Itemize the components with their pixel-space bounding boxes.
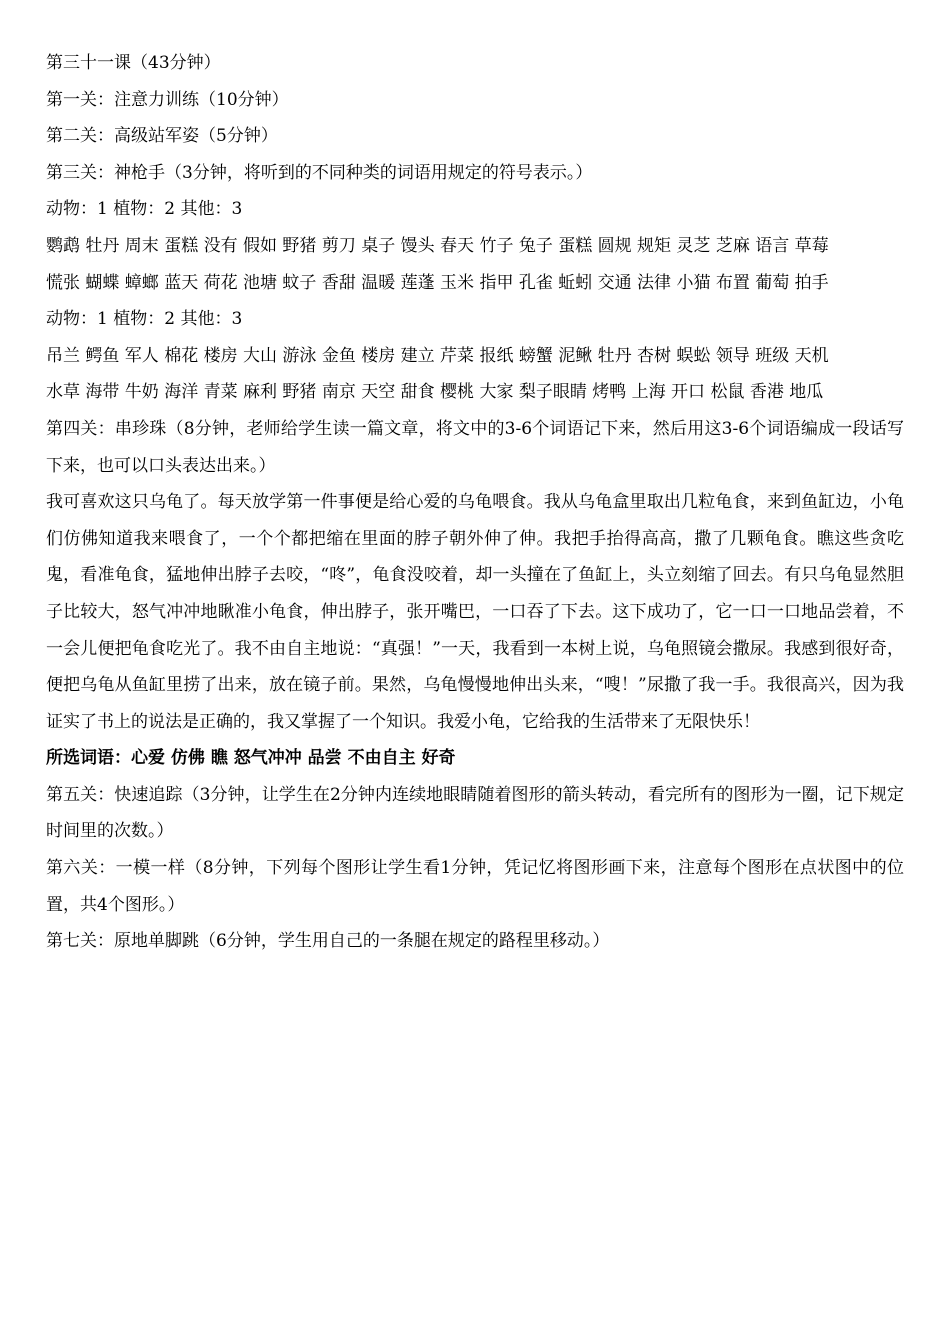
- word-list-a-row-1: 鹦鹉 牡丹 周末 蛋糕 没有 假如 野猪 剪刀 桌子 馒头 春天 竹子 兔子 蛋糕 圆规 规矩 灵芝 芝麻 语言 草莓: [46, 235, 829, 256]
- word-list-a-row-2: 慌张 蝴蝶 蟑螂 蓝天 荷花 池塘 蚊子 香甜 温暖 莲蓬 玉米 指甲 孔雀 蚯蚓 交通 法律 小猫 布置 葡萄 拍手: [46, 272, 829, 293]
- lesson-title: 第三十一课（43分钟）: [46, 53, 221, 73]
- level-3-heading: 第三关：神枪手（3分钟，将听到的不同种类的词语用规定的符号表示。）: [46, 162, 593, 183]
- legend-a: 动物：1 植物：2 其他：3: [46, 199, 243, 220]
- level-2-heading: 第二关：高级站军姿（5分钟）: [46, 126, 278, 147]
- story-paragraph: 我可喜欢这只乌龟了。每天放学第一件事便是给心爱的乌龟喂食。我从乌龟盒里取出几粒龟食，来到鱼缸边，小龟们仿佛知道我来喂食了，一个个都把缩在里面的脖子朝外伸了伸。我把手抬得高高，撒了几颗龟食。瞧这些贪吃鬼，看准龟食，猛地伸出脖子去咬，“咚”，龟食没咬着，却一头撞在了鱼缸上，头立刻缩了回去。有只乌龟显然胆子比较大，怒气冲冲地瞅准小龟食，伸出脖子，张开嘴巴，一口吞了下去。这下成功了，它一口一口地品尝着，不一会儿便把龟食吃光了。我不由自主地说：“真强！”一天，我看到一本树上说，乌龟照镜会撒尿。我感到很好奇，便把乌龟从鱼缸里捞了出来，放在镜子前。果然，乌龟慢慢地伸出头来，“嗖！”尿撒了我一手。我很高兴，因为我证实了书上的说法是正确的，我又掌握了一个知识。我爱小龟，它给我的生活带来了无限快乐！: [46, 492, 904, 732]
- level-5-heading: 第五关：快速追踪（3分钟，让学生在2分钟内连续地眼睛随着图形的箭头转动，看完所有的图形为一圈，记下规定时间里的次数。）: [46, 784, 904, 842]
- legend-b: 动物：1 植物：2 其他：3: [46, 309, 243, 330]
- level-7-heading: 第七关：原地单脚跳（6分钟，学生用自己的一条腿在规定的路程里移动。）: [46, 931, 610, 952]
- word-list-b-row-1: 吊兰 鳄鱼 军人 棉花 楼房 大山 游泳 金鱼 楼房 建立 芹菜 报纸 螃蟹 泥鳅 牡丹 杏树 蜈蚣 领导 班级 天机: [46, 345, 829, 366]
- selected-words: 所选词语：心爱 仿佛 瞧 怒气冲冲 品尝 不由自主 好奇: [46, 748, 456, 769]
- level-4-heading: 第四关：串珍珠（8分钟，老师给学生读一篇文章，将文中的3-6个词语记下来，然后用这3-6个词语编成一段话写下来，也可以口头表达出来。）: [46, 418, 904, 476]
- level-1-heading: 第一关：注意力训练（10分钟）: [46, 89, 289, 110]
- level-6-heading: 第六关：一模一样（8分钟，下列每个图形让学生看1分钟，凭记忆将图形画下来，注意每个图形在点状图中的位置，共4个图形。）: [46, 858, 904, 915]
- word-list-b-row-2: 水草 海带 牛奶 海洋 青菜 麻利 野猪 南京 天空 甜食 樱桃 大家 梨子眼睛 烤鸭 上海 开口 松鼠 香港 地瓜: [46, 382, 824, 403]
